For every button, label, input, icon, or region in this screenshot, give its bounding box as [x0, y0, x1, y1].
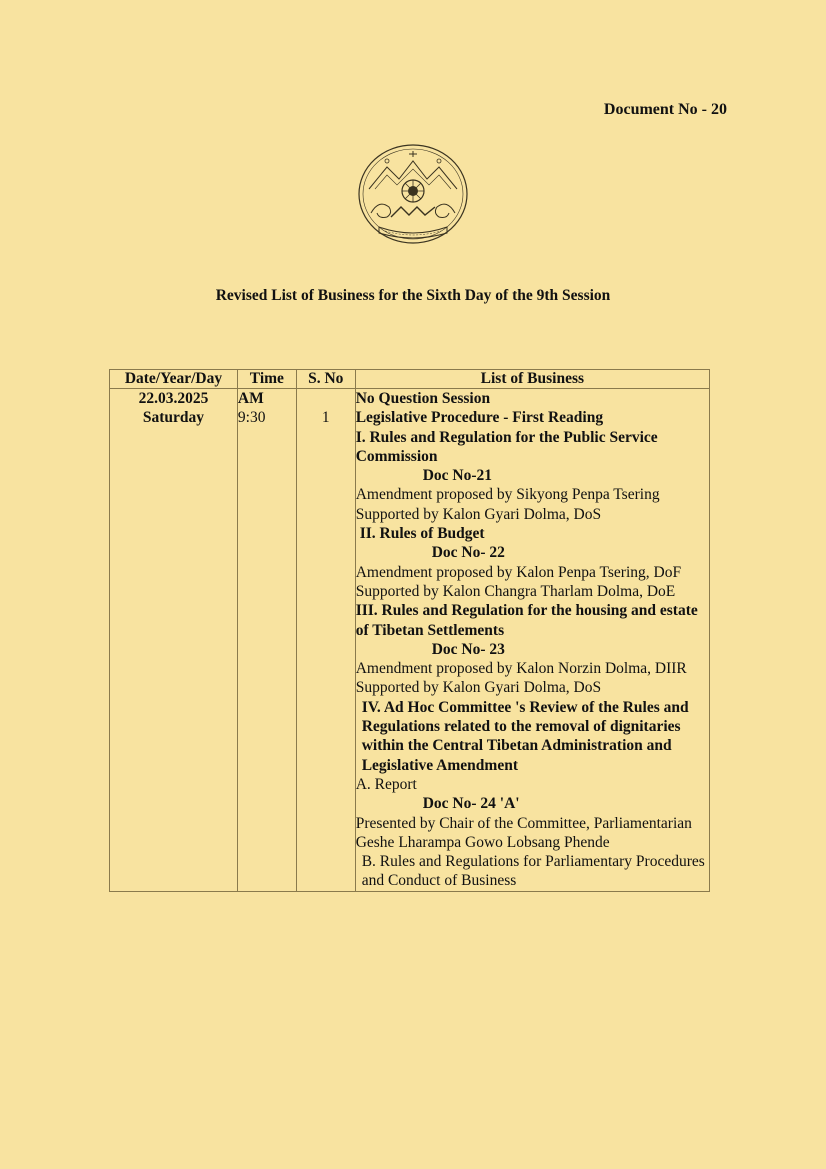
business-table [109, 369, 710, 892]
business-item: Doc No- 24 'A' [422, 795, 520, 813]
business-item: III. Rules and Regulation for the housing and estate of Tibetan Settlements [355, 602, 698, 639]
business-item: Amendment proposed by Kalon Penpa Tsering, DoF [355, 563, 682, 581]
business-item: B. Rules and Regulations for Parliamentary Procedures and Conduct of Business [361, 853, 705, 890]
business-item: Doc No- 23 [431, 640, 505, 658]
business-item: Doc No- 22 [431, 544, 505, 562]
page-title: Revised List of Business for the Sixth Day of the 9th Session [215, 287, 611, 304]
header-serial: S. No [296, 370, 355, 389]
business-item: Amendment proposed by Kalon Norzin Dolma, DIIR [355, 660, 687, 678]
business-item: Supported by Kalon Changra Tharlam Dolma, DoE [355, 582, 676, 600]
day-value: Saturday [142, 409, 205, 427]
table-row [110, 389, 710, 892]
time-period: AM [237, 390, 264, 407]
business-item: II. Rules of Budget [359, 525, 485, 543]
serial-value: 1 [321, 409, 330, 427]
header-date: Date/Year/Day [110, 370, 238, 389]
table-header-row [110, 370, 710, 389]
header-business: List of Business [355, 370, 709, 389]
time-cell [237, 389, 296, 892]
business-item: Amendment proposed by Sikyong Penpa Tsering [355, 486, 660, 504]
date-cell [110, 389, 238, 892]
business-item: No Question Session [355, 390, 491, 407]
business-item: Supported by Kalon Gyari Dolma, DoS [355, 505, 602, 523]
business-item: Legislative Procedure - First Reading [355, 409, 604, 427]
time-value: 9:30 [237, 409, 266, 427]
business-item: IV. Ad Hoc Committee 's Review of the Rules and Regulations related to the removal of dignitaries within the Central Tibetan Administration and Legislative Amendment [361, 698, 689, 774]
business-cell [355, 389, 709, 892]
tibetan-parliament-emblem-icon [357, 143, 469, 245]
serial-cell [296, 389, 355, 892]
business-item: A. Report [355, 775, 417, 793]
header-time: Time [237, 370, 296, 389]
business-item: Presented by Chair of the Committee, Parliamentarian Geshe Lharampa Gowo Lobsang Phende [355, 814, 692, 851]
document-number: Document No - 20 [603, 101, 727, 118]
date-value: 22.03.2025 [138, 390, 209, 407]
business-item: I. Rules and Regulation for the Public Service Commission [355, 428, 658, 465]
business-item: Supported by Kalon Gyari Dolma, DoS [355, 679, 602, 697]
business-item: Doc No-21 [422, 467, 493, 485]
